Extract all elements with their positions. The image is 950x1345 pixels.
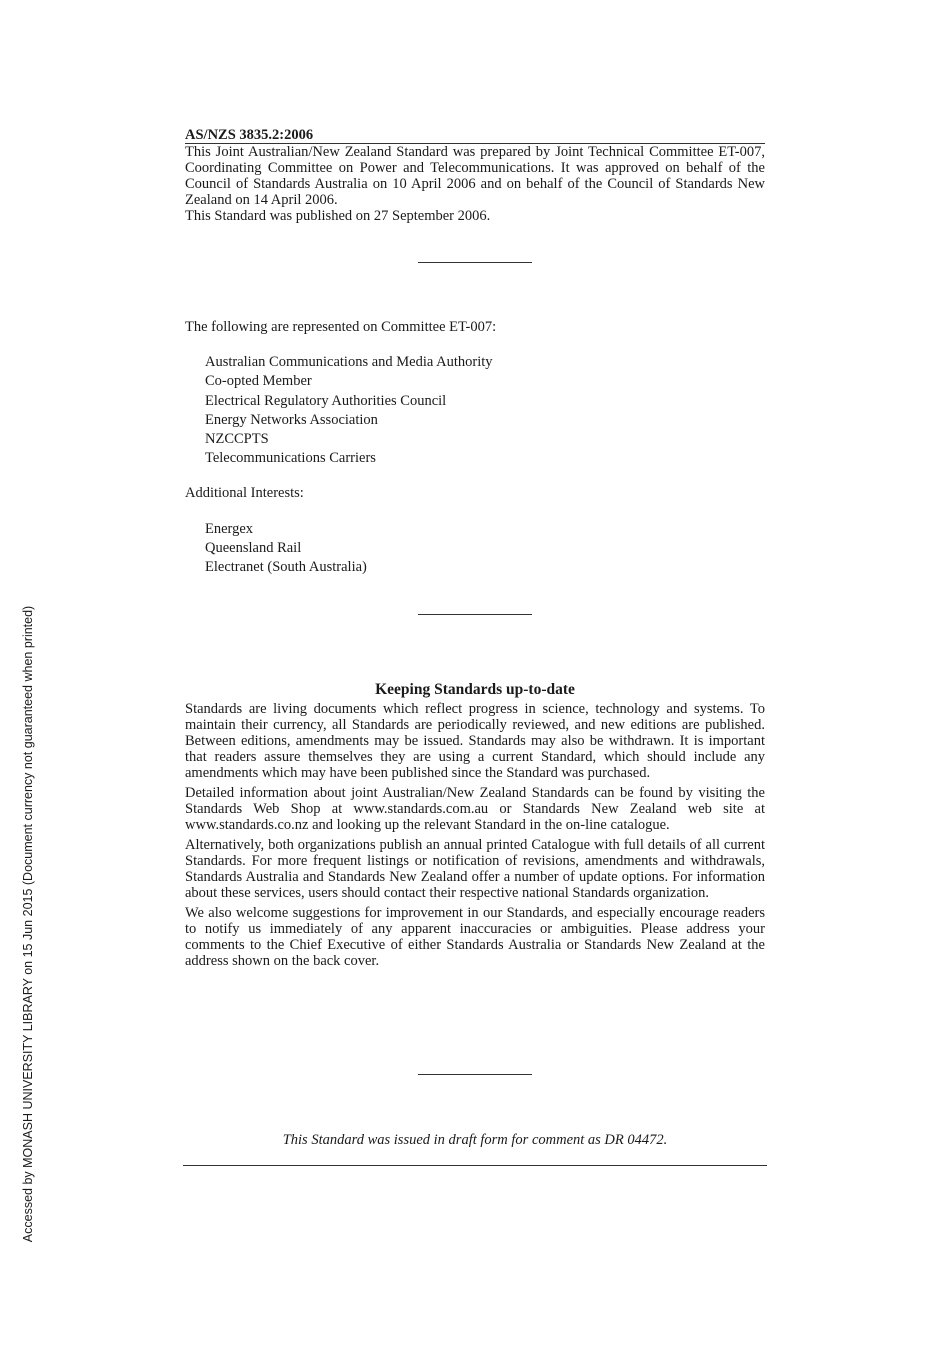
additional-interest: Energex bbox=[205, 520, 254, 537]
additional-interests-list bbox=[185, 520, 765, 578]
section-paragraph: Alternatively, both organizations publish an annual printed Catalogue with full details of all current Standards. For more frequent listings or notification of revisions, amendments and withdrawals, Standards Australia and Standards New Zealand offer a number of update options. For information about these services, users should contact their respective national Standards organization. bbox=[185, 837, 765, 901]
access-watermark-text: Accessed by MONASH UNIVERSITY LIBRARY on 15 Jun 2015 (Document currency not guaranteed when printed) bbox=[21, 605, 35, 1243]
publication-date: This Standard was published on 27 September 2006. bbox=[185, 208, 491, 224]
draft-note: This Standard was issued in draft form for comment as DR 04472. bbox=[183, 1131, 767, 1166]
intro-block bbox=[185, 127, 765, 224]
keeping-standards-section bbox=[185, 680, 765, 973]
section-paragraph: We also welcome suggestions for improvement in our Standards, and especially encourage readers to notify us immediately of any apparent inaccuracies or ambiguities. Please address your comments to the Chief Executive of either Standards Australia or Standards New Zealand at the address shown on the back cover. bbox=[185, 905, 765, 969]
additional-interest: Electranet (South Australia) bbox=[205, 559, 367, 576]
section-paragraph: Standards are living documents which reflect progress in science, technology and systems. To maintain their currency, all Standards are periodically reviewed, and new editions are published. Between editions, amendments may be issued. Standards may also be withdrawn. It is important that readers assure themselves they are using a current Standard, which should include any amendments which may have been published since the Standard was purchased. bbox=[185, 701, 765, 781]
divider bbox=[418, 262, 532, 263]
committee-members-list bbox=[185, 353, 765, 468]
intro-text bbox=[185, 144, 765, 224]
committee-member: Energy Networks Association bbox=[205, 411, 378, 428]
section-paragraph: Detailed information about joint Australian/New Zealand Standards can be found by visiting the Standards Web Shop at www.standards.com.au or Standards New Zealand web site at www.standards.co.nz and looking up the relevant Standard in the on-line catalogue. bbox=[185, 785, 765, 833]
committee-member: NZCCPTS bbox=[205, 431, 269, 448]
section-title: Keeping Standards up-to-date bbox=[375, 681, 575, 698]
committee-member: Telecommunications Carriers bbox=[205, 450, 376, 467]
committee-member: Electrical Regulatory Authorities Council bbox=[205, 392, 447, 409]
intro-paragraph: This Joint Australian/New Zealand Standard was prepared by Joint Technical Committee ET-007, Coordinating Committee on Power and Telecommunications. It was approved on behalf of the Council of Standards Australia on 10 April 2006 and on behalf of the Council of Standards New Zealand on 14 April 2006. bbox=[185, 144, 765, 208]
divider bbox=[418, 1074, 532, 1075]
committee-member: Australian Communications and Media Authority bbox=[205, 354, 493, 371]
divider bbox=[418, 614, 532, 615]
committee-section bbox=[185, 318, 765, 577]
standard-id: AS/NZS 3835.2:2006 bbox=[185, 127, 765, 144]
additional-interests-heading: Additional Interests: bbox=[185, 485, 304, 502]
committee-heading: The following are represented on Committee ET-007: bbox=[185, 319, 497, 335]
additional-interest: Queensland Rail bbox=[205, 539, 302, 556]
committee-member: Co-opted Member bbox=[205, 373, 312, 390]
